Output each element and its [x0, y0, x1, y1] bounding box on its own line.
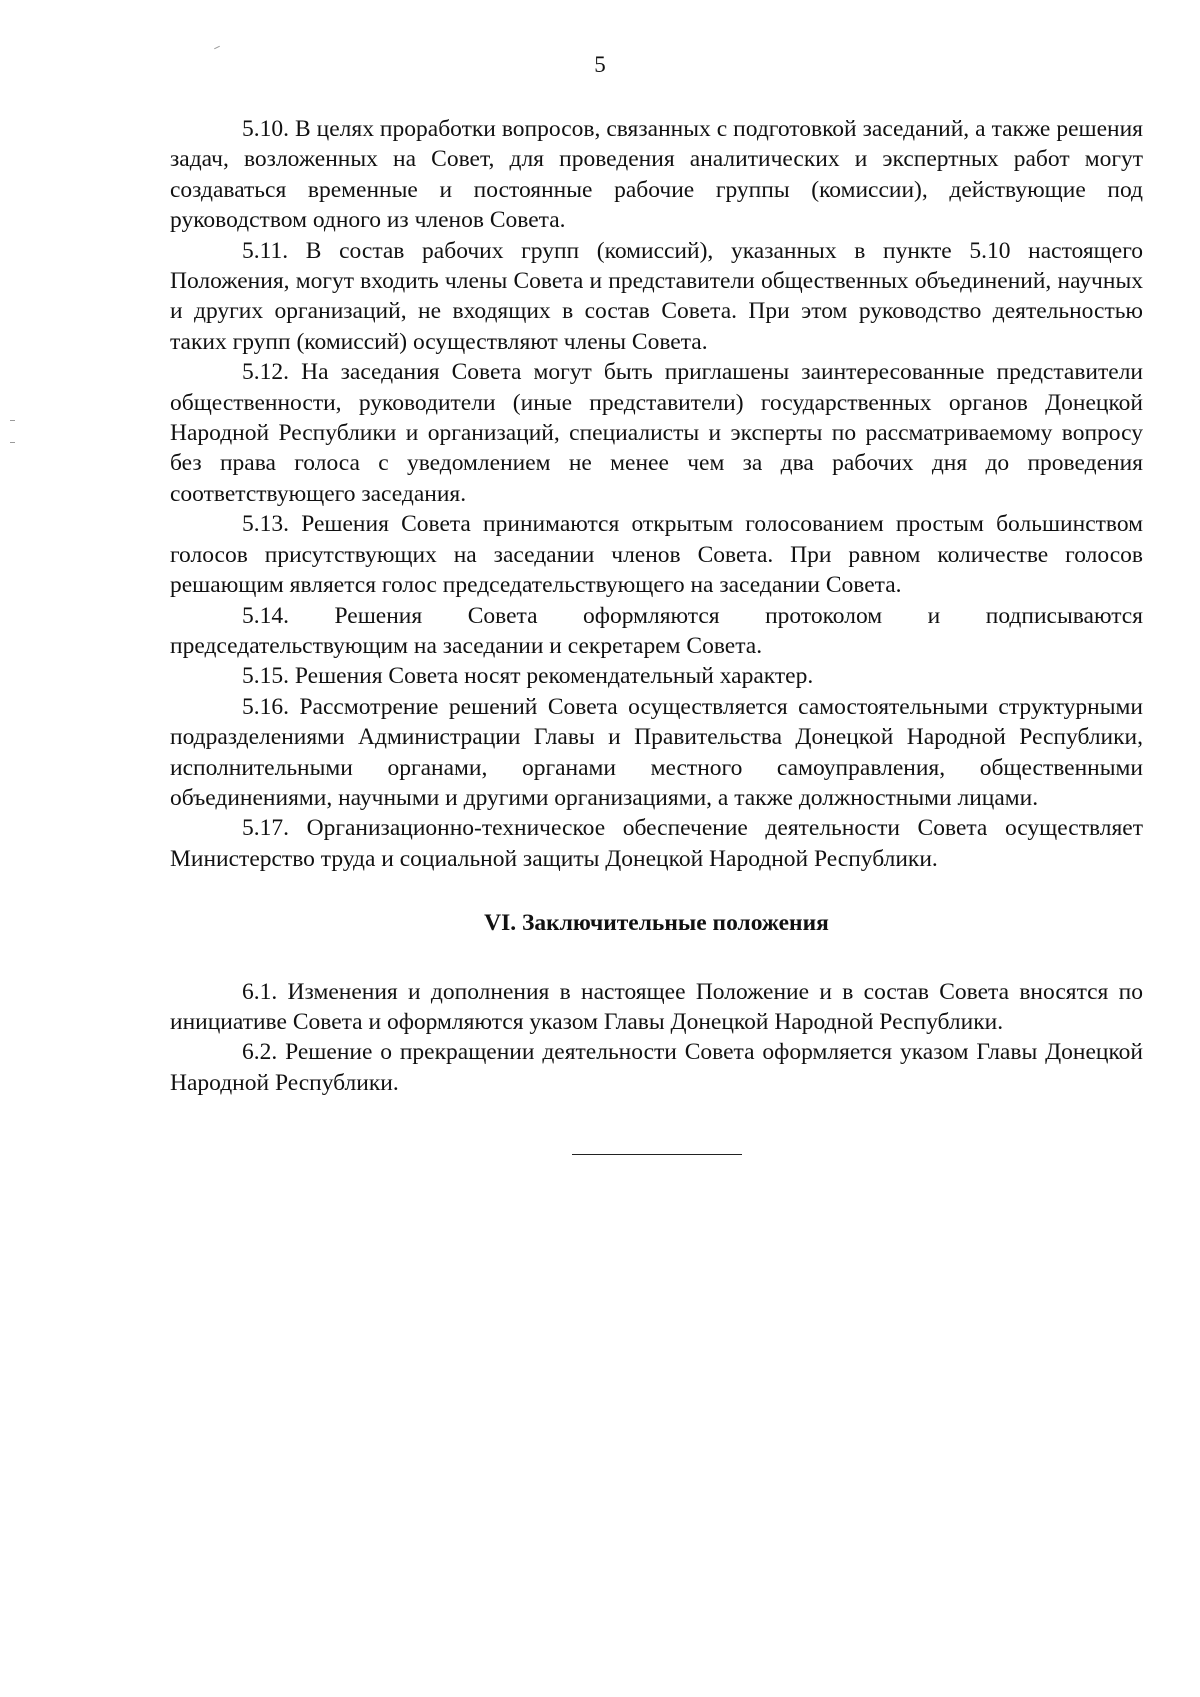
scan-artifact [10, 420, 15, 421]
end-of-document-rule [572, 1154, 742, 1155]
clause-5-16: 5.16. Рассмотрение решений Совета осуществляется самостоятельными структурными подразделениями Администрации Главы и Правительства Донецкой Народной Республики, исполнительными органами, органами местного самоуправления, общественными объединениями, научными и другими организациями, а также должностными лицами. [170, 693, 1143, 811]
clause-5-15: 5.15. Решения Совета носят рекомендательный характер. [242, 663, 814, 690]
section-heading: VI. Заключительные положения [484, 910, 829, 937]
clause-5-12: 5.12. На заседания Совета могут быть приглашены заинтересованные представители общественности, руководители (иные представители) государственных органов Донецкой Народной Республики и организаций, специалисты и эксперты по рассматриваемому вопросу без права голоса с уведомлением не менее чем за два рабочих дня до проведения соответствующего заседания. [170, 359, 1143, 507]
clause-5-10: 5.10. В целях проработки вопросов, связанных с подготовкой заседаний, а также решения задач, возложенных на Совет, для проведения аналитических и экспертных работ могут создаваться временные и постоянные рабочие группы (комиссии), действующие под руководством одного из членов Совета. [170, 116, 1143, 234]
clause-5-14: 5.14. Решения Совета оформляются протоколом и подписываются председательствующим на заседании и секретарем Совета. [170, 602, 1143, 659]
clause-5-17: 5.17. Организационно-техническое обеспечение деятельности Совета осуществляет Министерство труда и социальной защиты Донецкой Народной Республики. [170, 815, 1143, 872]
clause-6-2: 6.2. Решение о прекращении деятельности Совета оформляется указом Главы Донецкой Народной Республики. [170, 1039, 1143, 1096]
clause-6-1: 6.1. Изменения и дополнения в настоящее Положение и в состав Совета вносятся по инициативе Совета и оформляются указом Главы Донецкой Народной Республики. [170, 978, 1143, 1035]
document-body [170, 114, 1143, 1155]
clause-5-13: 5.13. Решения Совета принимаются открытым голосованием простым большинством голосов присутствующих на заседании членов Совета. При равном количестве голосов решающим является голос председательствующего на заседании Совета. [170, 511, 1143, 599]
page-number: 5 [594, 52, 606, 77]
clause-5-11: 5.11. В состав рабочих групп (комиссий), указанных в пункте 5.10 настоящего Положения, могут входить члены Совета и представители общественных объединений, научных и других организаций, не входящих в состав Совета. При этом руководство деятельностью таких групп (комиссий) осуществляют члены Совета. [170, 237, 1143, 355]
scan-artifact [214, 46, 220, 49]
scan-artifact [10, 442, 15, 443]
